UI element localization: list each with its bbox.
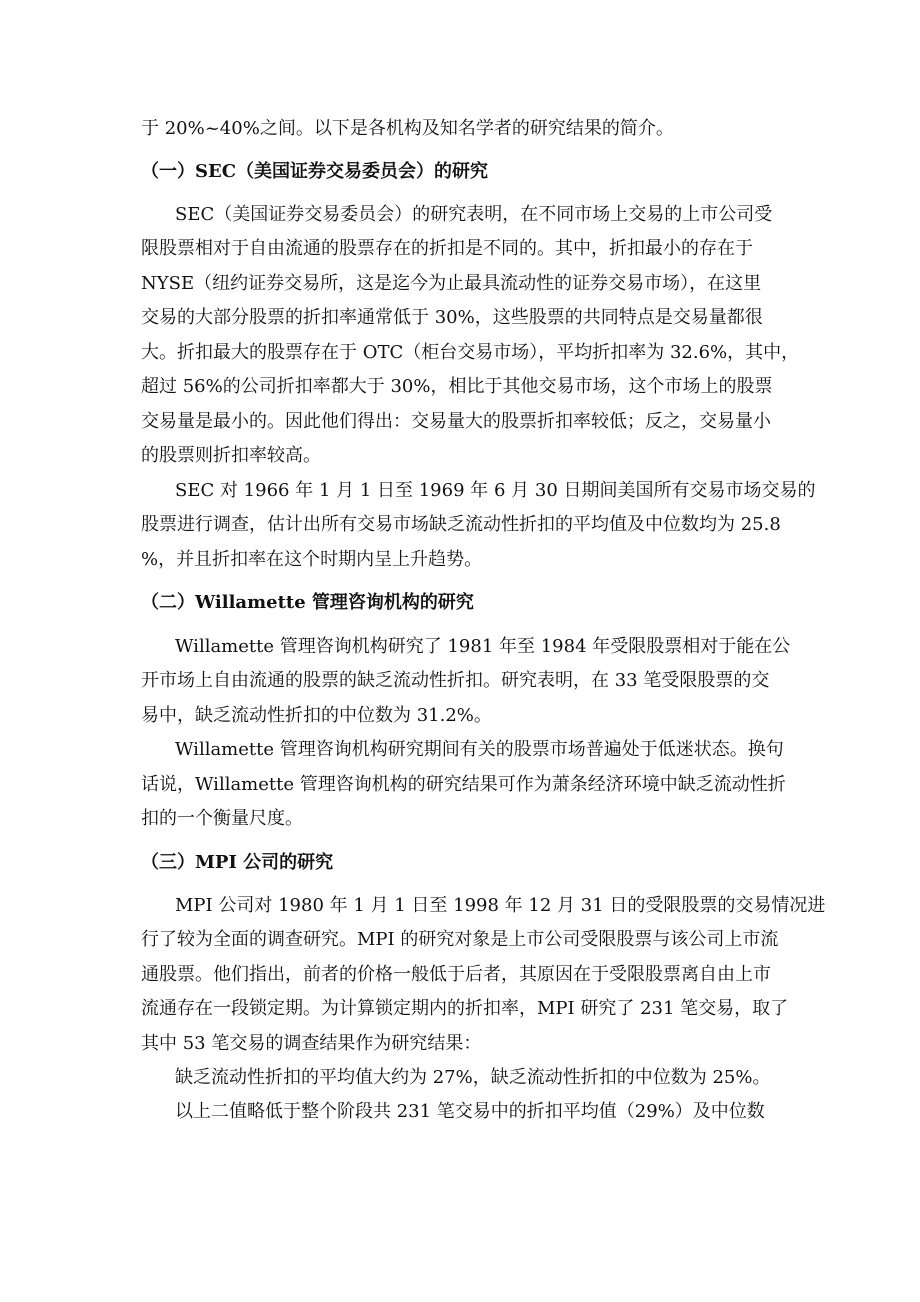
intro-line: 于 20%~40%之间。以下是各机构及知名学者的研究结果的简介。 bbox=[141, 118, 674, 139]
section1-heading: （一）SEC（美国证券交易委员会）的研究 bbox=[141, 161, 489, 182]
section2-p2-line3: 扣的一个衡量尺度。 bbox=[141, 808, 303, 829]
section1-p1-line6: 超过 56%的公司折扣率都大于 30%，相比于其他交易市场，这个市场上的股票 bbox=[141, 376, 773, 397]
section1-p2-line3: %，并且折扣率在这个时期内呈上升趋势。 bbox=[141, 549, 483, 570]
section3-p2-line1: 缺乏流动性折扣的平均值大约为 27%，缺乏流动性折扣的中位数为 25%。 bbox=[175, 1067, 771, 1088]
section3-p1-line2: 行了较为全面的调查研究。MPI 的研究对象是上市公司受限股票与该公司上市流 bbox=[141, 929, 779, 950]
section2-p2-line1: Willamette 管理咨询机构研究期间有关的股票市场普遍处于低迷状态。换句 bbox=[175, 739, 784, 760]
section3-p1-line3: 通股票。他们指出，前者的价格一般低于后者，其原因在于受限股票离自由上市 bbox=[141, 964, 771, 985]
section3-p1-line5: 其中 53 笔交易的调查结果作为研究结果： bbox=[141, 1033, 482, 1054]
section1-p2-line2: 股票进行调查，估计出所有交易市场缺乏流动性折扣的平均值及中位数均为 25.8 bbox=[141, 514, 781, 535]
section1-p1-line5: 大。折扣最大的股票存在于 OTC（柜台交易市场），平均折扣率为 32.6%，其中， bbox=[141, 342, 800, 363]
section2-p1-line2: 开市场上自由流通的股票的缺乏流动性折扣。研究表明，在 33 笔受限股票的交 bbox=[141, 670, 770, 691]
section2-p1-line3: 易中，缺乏流动性折扣的中位数为 31.2%。 bbox=[141, 705, 492, 726]
section3-p1-line4: 流通存在一段锁定期。为计算锁定期内的折扣率，MPI 研究了 231 笔交易，取了 bbox=[141, 998, 789, 1019]
section2-heading: （二）Willamette 管理咨询机构的研究 bbox=[141, 592, 474, 613]
section1-p1-line4: 交易的大部分股票的折扣率通常低于 30%，这些股票的共同特点是交易量都很 bbox=[141, 307, 763, 328]
section1-p1-line2: 限股票相对于自由流通的股票存在的折扣是不同的。其中，折扣最小的存在于 bbox=[141, 238, 753, 259]
section3-heading: （三）MPI 公司的研究 bbox=[141, 852, 334, 873]
section3-p3-line1: 以上二值略低于整个阶段共 231 笔交易中的折扣平均值（29%）及中位数 bbox=[175, 1101, 765, 1122]
section1-p1-line1: SEC（美国证券交易委员会）的研究表明，在不同市场上交易的上市公司受 bbox=[175, 204, 773, 225]
section1-p1-line3: NYSE（纽约证券交易所，这是迄今为止最具流动性的证券交易市场），在这里 bbox=[141, 273, 762, 294]
section1-p2-line1: SEC 对 1966 年 1 月 1 日至 1969 年 6 月 30 日期间美国所有交易市场交易的 bbox=[175, 480, 816, 501]
section1-p1-line7: 交易量是最小的。因此他们得出：交易量大的股票折扣率较低；反之，交易量小 bbox=[141, 411, 771, 432]
section1-p1-line8: 的股票则折扣率较高。 bbox=[141, 445, 321, 466]
section2-p1-line1: Willamette 管理咨询机构研究了 1981 年至 1984 年受限股票相对于能在公 bbox=[175, 636, 791, 657]
section3-p1-line1: MPI 公司对 1980 年 1 月 1 日至 1998 年 12 月 31 日的受限股票的交易情况进 bbox=[175, 895, 826, 916]
section2-p2-line2: 话说，Willamette 管理咨询机构的研究结果可作为萧条经济环境中缺乏流动性折 bbox=[141, 774, 786, 795]
